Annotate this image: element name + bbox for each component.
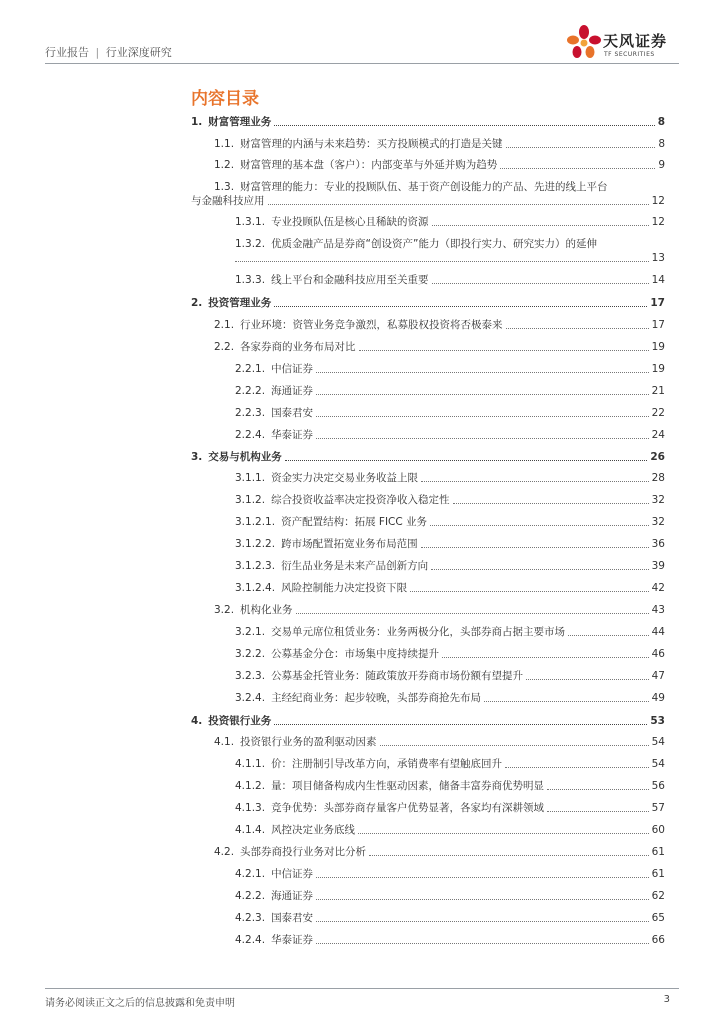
toc-page: 24 <box>651 429 665 441</box>
toc-entry[interactable] <box>235 867 665 881</box>
toc-text: 交易与机构业务 <box>208 451 282 463</box>
report-type: 行业报告 <box>45 46 89 59</box>
toc-number: 4. <box>191 715 203 727</box>
toc-number: 4.1.4. <box>235 824 266 836</box>
toc-entry[interactable] <box>235 362 665 376</box>
toc-entry[interactable] <box>191 714 665 728</box>
toc-text: 线上平台和金融科技应用至关重要 <box>271 274 429 286</box>
toc-leader <box>274 724 647 725</box>
toc-page: 57 <box>651 802 665 814</box>
toc-number: 4.1.2. <box>235 780 266 792</box>
toc-number: 1.1. <box>214 138 235 150</box>
toc-page: 19 <box>651 363 665 375</box>
toc-number: 4.1.3. <box>235 802 266 814</box>
toc-number: 4.2.1. <box>235 868 266 880</box>
toc-text: 华泰证券 <box>271 934 314 946</box>
toc-page: 8 <box>657 116 665 128</box>
toc-page: 54 <box>651 758 665 770</box>
toc-entry[interactable] <box>214 845 665 859</box>
toc-page: 26 <box>650 451 665 463</box>
toc-entry[interactable] <box>235 384 665 398</box>
toc-text: 主经纪商业务：起步较晚，头部券商抢先布局 <box>271 692 482 704</box>
toc-entry[interactable] <box>235 215 665 229</box>
toc-leader <box>296 613 649 614</box>
toc-page: 56 <box>651 780 665 792</box>
toc-number: 2.1. <box>214 319 235 331</box>
toc-text: 中信证券 <box>271 868 314 880</box>
toc-text: 专业投顾队伍是核心且稀缺的资源 <box>271 216 429 228</box>
toc-entry[interactable] <box>235 933 665 947</box>
toc-text: 资金实力决定交易业务收益上限 <box>271 472 419 484</box>
toc-entry[interactable] <box>235 889 665 903</box>
toc-text: 华泰证券 <box>271 429 314 441</box>
toc-text: 量：项目储备构成内生性驱动因素，储备丰富券商优势明显 <box>271 780 545 792</box>
toc-number: 3.1.2.1. <box>235 516 276 528</box>
logo-name: 天风证券 <box>603 32 668 50</box>
toc-text: 中信证券 <box>271 363 314 375</box>
toc-number: 4.1. <box>214 736 235 748</box>
toc-number: 1.3.1. <box>235 216 266 228</box>
toc-text: 海通证券 <box>271 890 314 902</box>
toc-page: 12 <box>651 195 665 207</box>
toc-entry[interactable] <box>214 735 665 749</box>
toc-leader <box>431 569 649 570</box>
toc-entry[interactable] <box>191 180 665 208</box>
toc-text: 机构化业务 <box>240 604 293 616</box>
toc-number: 2. <box>191 297 203 309</box>
toc-page: 39 <box>651 560 665 572</box>
company-logo <box>566 24 686 64</box>
toc-leader <box>432 225 649 226</box>
toc-entry[interactable] <box>235 428 665 442</box>
toc-page: 13 <box>651 252 665 264</box>
toc-leader <box>421 547 649 548</box>
toc-text: 行业环境：资管业务竞争激烈，私募股权投资将否极泰来 <box>240 319 503 331</box>
toc-page: 61 <box>651 868 665 880</box>
toc-number: 3.1.2.3. <box>235 560 276 572</box>
toc-text: 风控决定业务底线 <box>271 824 356 836</box>
toc-entry[interactable] <box>191 450 665 464</box>
toc-leader <box>442 657 649 658</box>
toc-text: 国泰君安 <box>271 407 314 419</box>
toc-number: 3. <box>191 451 203 463</box>
toc-number: 2.2.3. <box>235 407 266 419</box>
toc-text: 竞争优势：头部券商存量客户优势显著，各家均有深耕领域 <box>271 802 545 814</box>
toc-number: 1. <box>191 116 203 128</box>
toc-entry[interactable] <box>235 471 665 485</box>
toc-text: 各家券商的业务布局对比 <box>240 341 356 353</box>
header-separator: | <box>95 46 100 59</box>
toc-leader <box>316 394 649 395</box>
toc-leader <box>316 899 649 900</box>
toc-leader <box>484 701 649 702</box>
toc-page: 12 <box>651 216 665 228</box>
toc-number: 2.2.2. <box>235 385 266 397</box>
toc-leader <box>430 525 649 526</box>
toc-text: 财富管理的基本盘（客户）：内部变革与外延并购为趋势 <box>240 159 498 171</box>
toc-text: 公募基金托管业务：随政策放开券商市场份额有望提升 <box>271 670 524 682</box>
toc-page: 43 <box>651 604 665 616</box>
toc-page: 32 <box>651 494 665 506</box>
toc-entry[interactable] <box>235 406 665 420</box>
toc-leader <box>316 877 649 878</box>
toc-number: 4.1.1. <box>235 758 266 770</box>
toc-entry[interactable] <box>191 296 665 310</box>
toc-entry[interactable] <box>235 669 665 683</box>
toc-page: 19 <box>651 341 665 353</box>
toc-leader <box>316 372 649 373</box>
toc-page: 22 <box>651 407 665 419</box>
header-divider <box>45 63 679 64</box>
footer-divider <box>45 988 679 989</box>
toc-entry[interactable] <box>235 801 665 815</box>
report-category <box>45 44 172 60</box>
toc-leader <box>274 125 654 126</box>
toc-leader <box>359 350 649 351</box>
toc-leader <box>316 921 649 922</box>
toc-number: 1.2. <box>214 159 235 171</box>
toc-entry[interactable] <box>235 625 665 639</box>
toc-leader <box>526 679 649 680</box>
toc-page: 14 <box>651 274 665 286</box>
toc-page: 65 <box>651 912 665 924</box>
toc-entry[interactable] <box>235 515 665 529</box>
toc-text: 交易单元席位租赁业务：业务两极分化，头部券商占据主要市场 <box>271 626 566 638</box>
toc-entry[interactable] <box>235 273 665 287</box>
toc-entry[interactable] <box>235 581 665 595</box>
toc-entry[interactable] <box>235 559 665 573</box>
toc-text: 投资银行业务 <box>208 715 272 727</box>
toc-number: 4.2.2. <box>235 890 266 902</box>
toc-page: 42 <box>651 582 665 594</box>
toc-text: 公募基金分仓：市场集中度持续提升 <box>271 648 440 660</box>
flower-logo-icon <box>566 24 602 64</box>
toc-title: 内容目录 <box>191 89 259 109</box>
toc-page: 53 <box>650 715 665 727</box>
toc-text: 财富管理的内涵与未来趋势：买方投顾模式的打造是关键 <box>240 138 503 150</box>
toc-text-continued: 与金融科技应用 <box>191 195 265 207</box>
toc-number: 1.3.2. <box>235 238 266 250</box>
toc-page: 28 <box>651 472 665 484</box>
toc-entry[interactable] <box>214 340 665 354</box>
toc-leader <box>500 168 655 169</box>
toc-number: 4.2.4. <box>235 934 266 946</box>
toc-text: 国泰君安 <box>271 912 314 924</box>
toc-leader <box>316 943 649 944</box>
toc-page: 44 <box>651 626 665 638</box>
toc-leader <box>285 460 648 461</box>
toc-page: 17 <box>651 319 665 331</box>
toc-number: 1.3. <box>214 181 235 193</box>
toc-entry[interactable] <box>214 158 665 172</box>
toc-number: 3.1.2.2. <box>235 538 276 550</box>
toc-page: 61 <box>651 846 665 858</box>
toc-entry[interactable] <box>235 911 665 925</box>
toc-text: 投资银行业务的盈利驱动因素 <box>240 736 377 748</box>
toc-text: 海通证券 <box>271 385 314 397</box>
toc-leader <box>506 147 656 148</box>
toc-leader <box>547 789 649 790</box>
toc-number: 3.2. <box>214 604 235 616</box>
report-subtype: 行业深度研究 <box>105 46 172 59</box>
toc-text: 衍生品业务是未来产品创新方向 <box>281 560 429 572</box>
toc-number: 3.2.1. <box>235 626 266 638</box>
toc-leader <box>235 261 649 262</box>
toc-entry[interactable] <box>235 691 665 705</box>
toc-entry[interactable] <box>214 137 665 151</box>
toc-page: 54 <box>651 736 665 748</box>
toc-text: 风险控制能力决定投资下限 <box>281 582 408 594</box>
toc-entry[interactable] <box>235 823 665 837</box>
toc-text: 资产配置结构：拓展 FICC 业务 <box>281 516 428 528</box>
toc-leader <box>358 833 649 834</box>
toc-leader <box>316 416 649 417</box>
toc-text: 财富管理的能力：专业的投顾队伍、基于资产创设能力的产品、先进的线上平台 <box>240 181 608 193</box>
toc-number: 3.2.4. <box>235 692 266 704</box>
toc-entry[interactable] <box>235 779 665 793</box>
toc-number: 1.3.3. <box>235 274 266 286</box>
toc-text: 优质金融产品是券商“创设资产”能力（即投行实力、研究实力）的延伸 <box>271 238 597 250</box>
toc-number: 3.1.2.4. <box>235 582 276 594</box>
toc-leader <box>268 204 649 205</box>
toc-number: 2.2.4. <box>235 429 266 441</box>
toc-entry[interactable] <box>191 115 665 129</box>
toc-leader <box>274 306 647 307</box>
toc-number: 4.2.3. <box>235 912 266 924</box>
toc-page: 66 <box>651 934 665 946</box>
toc-number: 3.2.2. <box>235 648 266 660</box>
toc-text: 综合投资收益率决定投资净收入稳定性 <box>271 494 450 506</box>
toc-leader <box>506 328 649 329</box>
toc-number: 4.2. <box>214 846 235 858</box>
toc-leader <box>505 767 649 768</box>
toc-leader <box>547 811 649 812</box>
toc-leader <box>316 438 649 439</box>
page-header <box>0 0 724 70</box>
toc-number: 3.2.3. <box>235 670 266 682</box>
toc-entry[interactable] <box>235 537 665 551</box>
page-number: 3 <box>663 994 670 1005</box>
toc-entry[interactable] <box>214 318 665 332</box>
toc-page: 47 <box>651 670 665 682</box>
toc-entry[interactable] <box>235 237 665 265</box>
toc-page: 36 <box>651 538 665 550</box>
disclaimer-text: 请务必阅读正文之后的信息披露和免责申明 <box>45 998 235 1009</box>
toc-leader <box>568 635 649 636</box>
toc-text: 财富管理业务 <box>208 116 272 128</box>
toc-page: 62 <box>651 890 665 902</box>
toc-leader <box>432 283 649 284</box>
toc-number: 2.2. <box>214 341 235 353</box>
toc-entry[interactable] <box>214 603 665 617</box>
toc-entry[interactable] <box>235 757 665 771</box>
toc-number: 3.1.1. <box>235 472 266 484</box>
toc-entry[interactable] <box>235 493 665 507</box>
toc-leader <box>369 855 649 856</box>
toc-text: 头部券商投行业务对比分析 <box>240 846 367 858</box>
toc-page: 32 <box>651 516 665 528</box>
toc-page: 49 <box>651 692 665 704</box>
toc-page: 21 <box>651 385 665 397</box>
toc-text: 跨市场配置拓宽业务布局范围 <box>281 538 418 550</box>
toc-leader <box>380 745 649 746</box>
toc-leader <box>421 481 649 482</box>
toc-page: 60 <box>651 824 665 836</box>
toc-text: 价：注册制引导改革方向，承销费率有望触底回升 <box>271 758 503 770</box>
toc-leader <box>453 503 649 504</box>
toc-number: 2.2.1. <box>235 363 266 375</box>
toc-entry[interactable] <box>235 647 665 661</box>
toc-leader <box>410 591 649 592</box>
toc-page: 46 <box>651 648 665 660</box>
toc-text: 投资管理业务 <box>208 297 272 309</box>
toc-number: 3.1.2. <box>235 494 266 506</box>
toc-page: 8 <box>658 138 665 150</box>
toc-page: 17 <box>650 297 665 309</box>
toc-page: 9 <box>658 159 665 171</box>
logo-name-en: TF SECURITIES <box>604 51 655 58</box>
